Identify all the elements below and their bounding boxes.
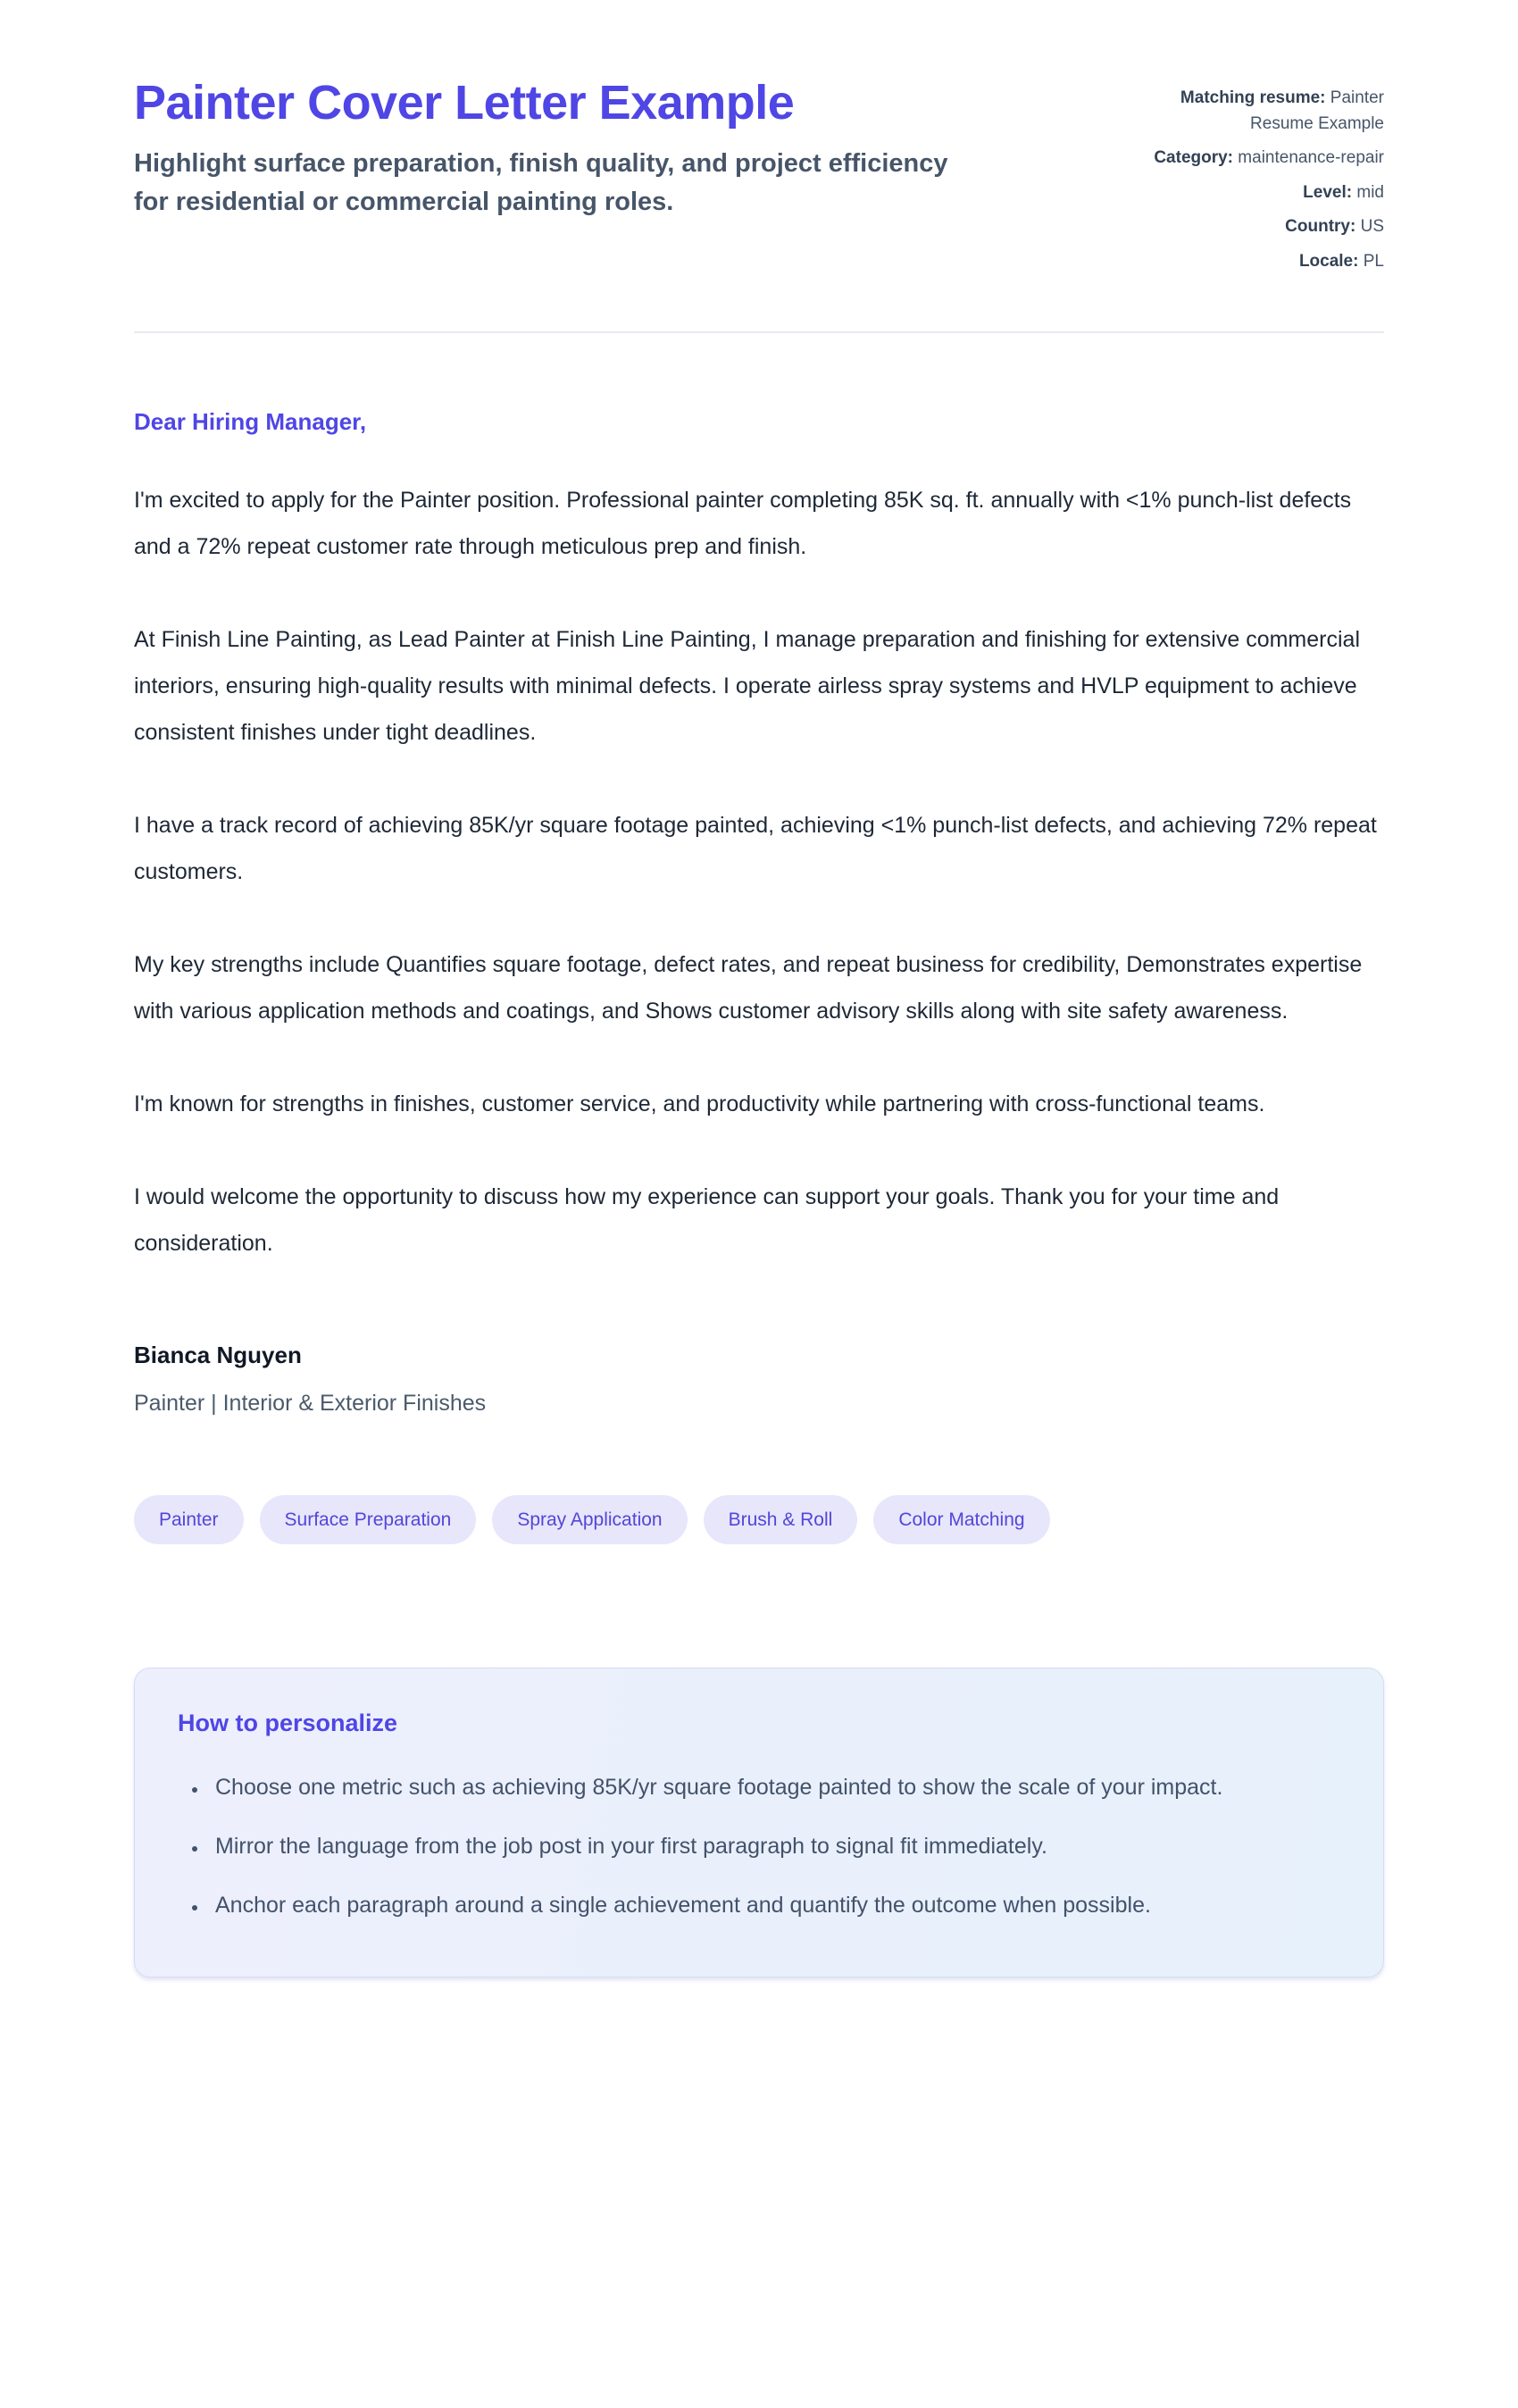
- letter-paragraph: I'm known for strengths in finishes, customer service, and productivity while partnering with cross-functional teams.: [134, 1091, 1265, 1116]
- meta-row: [1152, 214, 1384, 240]
- header-text-block: [134, 75, 955, 222]
- skill-tag[interactable]: Surface Preparation: [260, 1495, 477, 1544]
- meta-value: PL: [1363, 251, 1384, 271]
- skill-tag[interactable]: Color Matching: [873, 1495, 1049, 1544]
- skill-tag[interactable]: Spray Application: [492, 1495, 687, 1544]
- personalize-tip: • Choose one metric such as achieving 85K/yr square footage painted to show the scale of your impact.: [208, 1764, 1340, 1810]
- meta-label: Country:: [1285, 217, 1356, 236]
- meta-row: [1152, 86, 1384, 137]
- meta-row: [1152, 249, 1384, 275]
- page-title: Painter Cover Letter Example: [134, 76, 795, 130]
- meta-label: Category:: [1154, 148, 1234, 167]
- resume-meta-panel: [1152, 75, 1384, 283]
- letter-paragraph: I have a track record of achieving 85K/yr square footage painted, achieving <1% punch-list defects, and achieving 72% repeat customers.: [134, 813, 1377, 884]
- meta-value: mid: [1356, 182, 1384, 202]
- header: [134, 75, 1384, 283]
- cover-letter-body: [134, 408, 1384, 1417]
- header-divider: [134, 331, 1384, 333]
- meta-label: Level:: [1303, 182, 1353, 202]
- signature-name: Bianca Nguyen: [134, 1342, 302, 1368]
- personalize-tip: • Anchor each paragraph around a single achievement and quantify the outcome when possible.: [208, 1882, 1340, 1928]
- meta-row: [1152, 180, 1384, 206]
- meta-label: Matching resume:: [1180, 88, 1326, 107]
- meta-row: [1152, 146, 1384, 171]
- personalize-tip: • Mirror the language from the job post in your first paragraph to signal fit immediately.: [208, 1823, 1340, 1869]
- meta-value: maintenance-repair: [1238, 148, 1384, 167]
- meta-value: Painter Resume Example: [1250, 88, 1384, 133]
- personalize-tips-list: [178, 1764, 1340, 1928]
- meta-label: Locale:: [1298, 251, 1359, 271]
- letter-paragraphs: [134, 477, 1384, 1267]
- letter-paragraph: At Finish Line Painting, as Lead Painter at Finish Line Painting, I manage preparation and finishing for extensive commercial interiors, ensuring high-quality results with minimal defects. I operate airless spray systems and HVLP equipment to achieve consistent finishes under tight deadlines.: [134, 627, 1360, 745]
- letter-paragraph: My key strengths include Quantifies square footage, defect rates, and repeat business for credibility, Demonstrates expertise with various application methods and coatings, and Shows customer advisory skills along with site safety awareness.: [134, 952, 1363, 1024]
- salutation: Dear Hiring Manager,: [134, 408, 367, 435]
- signature-role: Painter | Interior & Exterior Finishes: [134, 1391, 487, 1416]
- page-subtitle: Highlight surface preparation, finish quality, and project efficiency for residential or commercial painting roles.: [134, 148, 948, 216]
- meta-value: US: [1360, 217, 1384, 236]
- skill-tags: [134, 1495, 1384, 1544]
- letter-paragraph: I'm excited to apply for the Painter position. Professional painter completing 85K sq. ft. annually with <1% punch-list defects and a 72% repeat customer rate through meticulous prep and finish.: [134, 488, 1352, 559]
- letter-paragraph: I would welcome the opportunity to discuss how my experience can support your goals. Thank you for your time and consideration.: [134, 1184, 1280, 1256]
- skill-tag[interactable]: Brush & Roll: [704, 1495, 858, 1544]
- how-to-personalize-title: How to personalize: [178, 1710, 398, 1736]
- page-container: [134, 0, 1384, 1977]
- signature-block: [134, 1342, 1384, 1417]
- skill-tag[interactable]: Painter: [134, 1495, 244, 1544]
- how-to-personalize-card: [134, 1668, 1384, 1977]
